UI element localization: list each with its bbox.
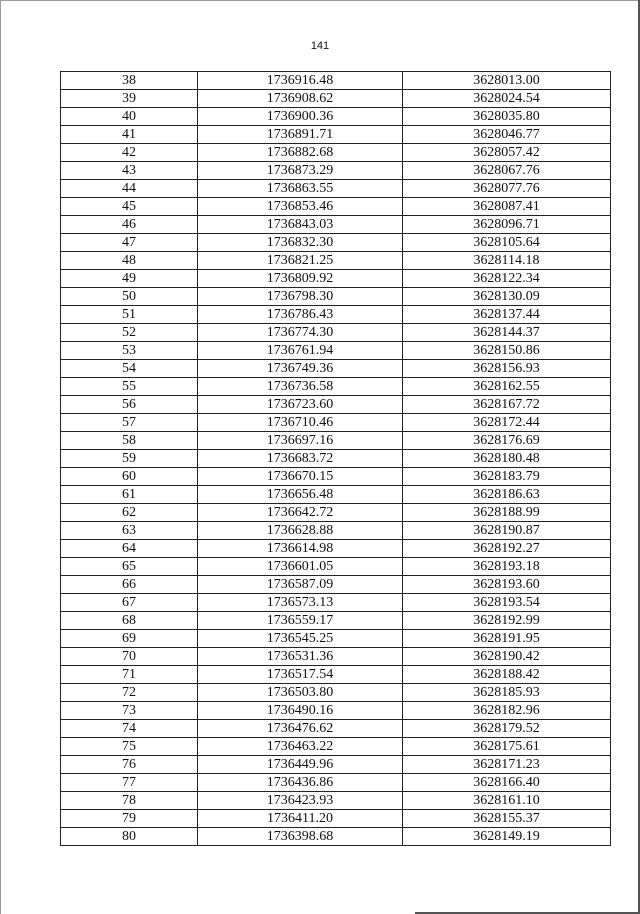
x-coordinate-cell: 1736723.60 xyxy=(198,396,403,414)
x-coordinate-cell: 1736490.16 xyxy=(198,702,403,720)
page-number: 141 xyxy=(310,40,330,52)
y-coordinate-cell: 3628186.63 xyxy=(403,486,611,504)
y-coordinate-cell: 3628192.27 xyxy=(403,540,611,558)
table-row xyxy=(61,126,611,144)
x-coordinate-cell: 1736587.09 xyxy=(198,576,403,594)
table-row xyxy=(61,540,611,558)
table-row xyxy=(61,198,611,216)
point-number-cell: 65 xyxy=(61,558,198,576)
y-coordinate-cell: 3628188.42 xyxy=(403,666,611,684)
table-row xyxy=(61,234,611,252)
y-coordinate-cell: 3628161.10 xyxy=(403,792,611,810)
y-coordinate-cell: 3628114.18 xyxy=(403,252,611,270)
point-number-cell: 38 xyxy=(61,72,198,90)
point-number-cell: 47 xyxy=(61,234,198,252)
x-coordinate-cell: 1736503.80 xyxy=(198,684,403,702)
x-coordinate-cell: 1736628.88 xyxy=(198,522,403,540)
point-number-cell: 69 xyxy=(61,630,198,648)
point-number-cell: 67 xyxy=(61,594,198,612)
x-coordinate-cell: 1736774.30 xyxy=(198,324,403,342)
table-row xyxy=(61,450,611,468)
table-row xyxy=(61,432,611,450)
table-row xyxy=(61,558,611,576)
x-coordinate-cell: 1736449.96 xyxy=(198,756,403,774)
table-row xyxy=(61,810,611,828)
y-coordinate-cell: 3628096.71 xyxy=(403,216,611,234)
table-row xyxy=(61,792,611,810)
y-coordinate-cell: 3628162.55 xyxy=(403,378,611,396)
table-row xyxy=(61,342,611,360)
x-coordinate-cell: 1736670.15 xyxy=(198,468,403,486)
point-number-cell: 63 xyxy=(61,522,198,540)
x-coordinate-cell: 1736697.16 xyxy=(198,432,403,450)
y-coordinate-cell: 3628185.93 xyxy=(403,684,611,702)
x-coordinate-cell: 1736749.36 xyxy=(198,360,403,378)
y-coordinate-cell: 3628122.34 xyxy=(403,270,611,288)
point-number-cell: 57 xyxy=(61,414,198,432)
x-coordinate-cell: 1736908.62 xyxy=(198,90,403,108)
point-number-cell: 70 xyxy=(61,648,198,666)
point-number-cell: 49 xyxy=(61,270,198,288)
y-coordinate-cell: 3628191.95 xyxy=(403,630,611,648)
point-number-cell: 56 xyxy=(61,396,198,414)
y-coordinate-cell: 3628179.52 xyxy=(403,720,611,738)
x-coordinate-cell: 1736873.29 xyxy=(198,162,403,180)
point-number-cell: 72 xyxy=(61,684,198,702)
y-coordinate-cell: 3628193.18 xyxy=(403,558,611,576)
table-row xyxy=(61,360,611,378)
point-number-cell: 71 xyxy=(61,666,198,684)
table-row xyxy=(61,630,611,648)
point-number-cell: 80 xyxy=(61,828,198,846)
table-row xyxy=(61,378,611,396)
x-coordinate-cell: 1736411.20 xyxy=(198,810,403,828)
table-row xyxy=(61,612,611,630)
x-coordinate-cell: 1736821.25 xyxy=(198,252,403,270)
table-row xyxy=(61,756,611,774)
x-coordinate-cell: 1736614.98 xyxy=(198,540,403,558)
table-row xyxy=(61,396,611,414)
point-number-cell: 48 xyxy=(61,252,198,270)
point-number-cell: 68 xyxy=(61,612,198,630)
point-number-cell: 46 xyxy=(61,216,198,234)
x-coordinate-cell: 1736476.62 xyxy=(198,720,403,738)
table-row xyxy=(61,576,611,594)
y-coordinate-cell: 3628024.54 xyxy=(403,90,611,108)
table-row xyxy=(61,720,611,738)
y-coordinate-cell: 3628013.00 xyxy=(403,72,611,90)
page-border-top xyxy=(0,0,640,1)
point-number-cell: 60 xyxy=(61,468,198,486)
point-number-cell: 73 xyxy=(61,702,198,720)
point-number-cell: 59 xyxy=(61,450,198,468)
point-number-cell: 51 xyxy=(61,306,198,324)
x-coordinate-cell: 1736786.43 xyxy=(198,306,403,324)
x-coordinate-cell: 1736642.72 xyxy=(198,504,403,522)
x-coordinate-cell: 1736683.72 xyxy=(198,450,403,468)
table-row xyxy=(61,738,611,756)
y-coordinate-cell: 3628193.54 xyxy=(403,594,611,612)
point-number-cell: 66 xyxy=(61,576,198,594)
x-coordinate-cell: 1736798.30 xyxy=(198,288,403,306)
table-row xyxy=(61,648,611,666)
x-coordinate-cell: 1736736.58 xyxy=(198,378,403,396)
point-number-cell: 50 xyxy=(61,288,198,306)
table-row xyxy=(61,684,611,702)
y-coordinate-cell: 3628190.87 xyxy=(403,522,611,540)
point-number-cell: 42 xyxy=(61,144,198,162)
y-coordinate-cell: 3628183.79 xyxy=(403,468,611,486)
x-coordinate-cell: 1736601.05 xyxy=(198,558,403,576)
table-row xyxy=(61,522,611,540)
y-coordinate-cell: 3628192.99 xyxy=(403,612,611,630)
point-number-cell: 79 xyxy=(61,810,198,828)
x-coordinate-cell: 1736573.13 xyxy=(198,594,403,612)
y-coordinate-cell: 3628193.60 xyxy=(403,576,611,594)
x-coordinate-cell: 1736891.71 xyxy=(198,126,403,144)
table-row xyxy=(61,72,611,90)
table-row xyxy=(61,216,611,234)
table-row xyxy=(61,774,611,792)
point-number-cell: 45 xyxy=(61,198,198,216)
point-number-cell: 75 xyxy=(61,738,198,756)
table-row xyxy=(61,90,611,108)
y-coordinate-cell: 3628188.99 xyxy=(403,504,611,522)
point-number-cell: 52 xyxy=(61,324,198,342)
table-row xyxy=(61,666,611,684)
table-row xyxy=(61,504,611,522)
point-number-cell: 44 xyxy=(61,180,198,198)
y-coordinate-cell: 3628137.44 xyxy=(403,306,611,324)
x-coordinate-cell: 1736882.68 xyxy=(198,144,403,162)
point-number-cell: 39 xyxy=(61,90,198,108)
x-coordinate-cell: 1736517.54 xyxy=(198,666,403,684)
y-coordinate-cell: 3628166.40 xyxy=(403,774,611,792)
y-coordinate-cell: 3628176.69 xyxy=(403,432,611,450)
x-coordinate-cell: 1736761.94 xyxy=(198,342,403,360)
point-number-cell: 64 xyxy=(61,540,198,558)
y-coordinate-cell: 3628171.23 xyxy=(403,756,611,774)
table-row xyxy=(61,468,611,486)
point-number-cell: 43 xyxy=(61,162,198,180)
table-row xyxy=(61,252,611,270)
y-coordinate-cell: 3628144.37 xyxy=(403,324,611,342)
y-coordinate-cell: 3628035.80 xyxy=(403,108,611,126)
y-coordinate-cell: 3628182.96 xyxy=(403,702,611,720)
table-row xyxy=(61,414,611,432)
point-number-cell: 78 xyxy=(61,792,198,810)
point-number-cell: 77 xyxy=(61,774,198,792)
y-coordinate-cell: 3628130.09 xyxy=(403,288,611,306)
x-coordinate-cell: 1736863.55 xyxy=(198,180,403,198)
x-coordinate-cell: 1736463.22 xyxy=(198,738,403,756)
point-number-cell: 61 xyxy=(61,486,198,504)
page-border-left xyxy=(0,0,1,914)
x-coordinate-cell: 1736900.36 xyxy=(198,108,403,126)
point-number-cell: 76 xyxy=(61,756,198,774)
point-number-cell: 55 xyxy=(61,378,198,396)
y-coordinate-cell: 3628149.19 xyxy=(403,828,611,846)
y-coordinate-cell: 3628156.93 xyxy=(403,360,611,378)
point-number-cell: 53 xyxy=(61,342,198,360)
x-coordinate-cell: 1736531.36 xyxy=(198,648,403,666)
y-coordinate-cell: 3628155.37 xyxy=(403,810,611,828)
x-coordinate-cell: 1736545.25 xyxy=(198,630,403,648)
x-coordinate-cell: 1736398.68 xyxy=(198,828,403,846)
table-row xyxy=(61,162,611,180)
x-coordinate-cell: 1736809.92 xyxy=(198,270,403,288)
table-row xyxy=(61,180,611,198)
x-coordinate-cell: 1736710.46 xyxy=(198,414,403,432)
table-row xyxy=(61,324,611,342)
table-row xyxy=(61,702,611,720)
y-coordinate-cell: 3628105.64 xyxy=(403,234,611,252)
point-number-cell: 40 xyxy=(61,108,198,126)
table-row xyxy=(61,288,611,306)
y-coordinate-cell: 3628087.41 xyxy=(403,198,611,216)
x-coordinate-cell: 1736559.17 xyxy=(198,612,403,630)
table-row xyxy=(61,594,611,612)
coordinates-table-body xyxy=(61,72,611,846)
x-coordinate-cell: 1736423.93 xyxy=(198,792,403,810)
table-row xyxy=(61,486,611,504)
y-coordinate-cell: 3628175.61 xyxy=(403,738,611,756)
y-coordinate-cell: 3628167.72 xyxy=(403,396,611,414)
x-coordinate-cell: 1736832.30 xyxy=(198,234,403,252)
y-coordinate-cell: 3628077.76 xyxy=(403,180,611,198)
x-coordinate-cell: 1736843.03 xyxy=(198,216,403,234)
coordinates-table xyxy=(60,71,611,846)
y-coordinate-cell: 3628057.42 xyxy=(403,144,611,162)
y-coordinate-cell: 3628150.86 xyxy=(403,342,611,360)
point-number-cell: 58 xyxy=(61,432,198,450)
y-coordinate-cell: 3628190.42 xyxy=(403,648,611,666)
point-number-cell: 74 xyxy=(61,720,198,738)
point-number-cell: 41 xyxy=(61,126,198,144)
y-coordinate-cell: 3628046.77 xyxy=(403,126,611,144)
x-coordinate-cell: 1736916.48 xyxy=(198,72,403,90)
x-coordinate-cell: 1736853.46 xyxy=(198,198,403,216)
x-coordinate-cell: 1736656.48 xyxy=(198,486,403,504)
point-number-cell: 62 xyxy=(61,504,198,522)
x-coordinate-cell: 1736436.86 xyxy=(198,774,403,792)
table-row xyxy=(61,108,611,126)
table-row xyxy=(61,144,611,162)
y-coordinate-cell: 3628067.76 xyxy=(403,162,611,180)
point-number-cell: 54 xyxy=(61,360,198,378)
y-coordinate-cell: 3628172.44 xyxy=(403,414,611,432)
table-row xyxy=(61,270,611,288)
y-coordinate-cell: 3628180.48 xyxy=(403,450,611,468)
table-row xyxy=(61,306,611,324)
table-row xyxy=(61,828,611,846)
